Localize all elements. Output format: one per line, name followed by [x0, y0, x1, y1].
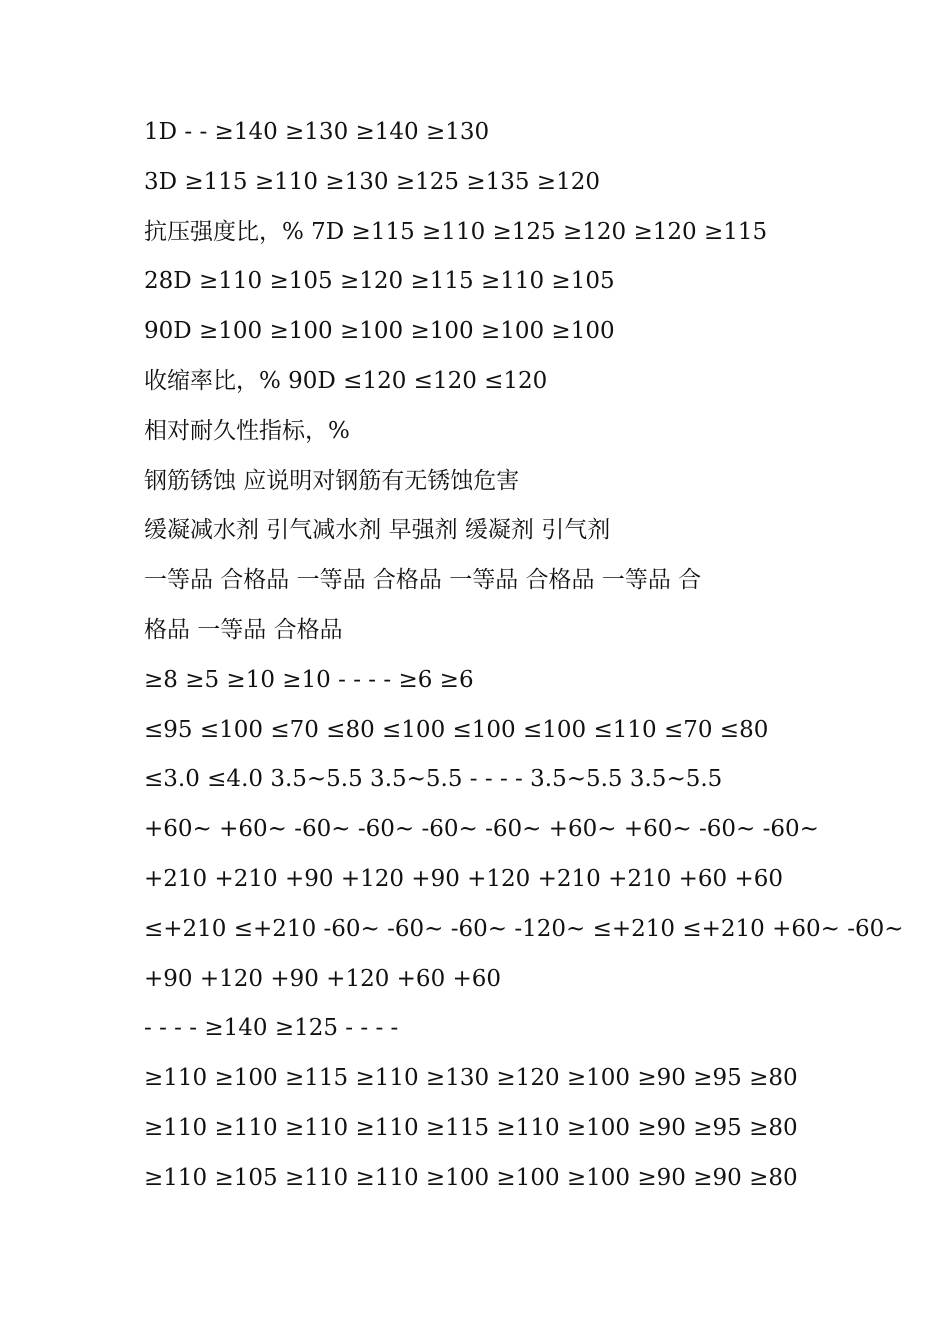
- text-line-14: ≤3.0 ≤4.0 3.5~5.5 3.5~5.5 - - - - 3.5~5.5 3.5~5.5: [144, 766, 723, 793]
- text-line-5: 90D ≥100 ≥100 ≥100 ≥100 ≥100 ≥100: [144, 318, 615, 345]
- text-line-4: 28D ≥110 ≥105 ≥120 ≥115 ≥110 ≥105: [144, 268, 615, 295]
- text-line-13: ≤95 ≤100 ≤70 ≤80 ≤100 ≤100 ≤100 ≤110 ≤70 ≤80: [144, 716, 769, 743]
- text-line-7: 相对耐久性指标，%: [144, 417, 350, 444]
- text-line-2: 3D ≥115 ≥110 ≥130 ≥125 ≥135 ≥120: [144, 168, 600, 195]
- text-line-21: ≥110 ≥110 ≥110 ≥110 ≥115 ≥110 ≥100 ≥90 ≥95 ≥80: [144, 1114, 798, 1141]
- text-line-19: - - - - ≥140 ≥125 - - - -: [144, 1015, 399, 1042]
- text-line-17: ≤+210 ≤+210 -60~ -60~ -60~ -120~ ≤+210 ≤+210 +60~ -60~: [144, 915, 904, 942]
- text-line-18: +90 +120 +90 +120 +60 +60: [144, 965, 502, 992]
- text-line-20: ≥110 ≥100 ≥115 ≥110 ≥130 ≥120 ≥100 ≥90 ≥95 ≥80: [144, 1065, 798, 1092]
- text-line-16: +210 +210 +90 +120 +90 +120 +210 +210 +60 +60: [144, 865, 783, 892]
- text-line-8: 钢筋锈蚀 应说明对钢筋有无锈蚀危害: [144, 467, 520, 494]
- text-line-11: 格品 一等品 合格品: [144, 616, 343, 643]
- text-line-3: 抗压强度比，% 7D ≥115 ≥110 ≥125 ≥120 ≥120 ≥115: [144, 218, 768, 245]
- text-line-6: 收缩率比，% 90D ≤120 ≤120 ≤120: [144, 367, 548, 394]
- document-body: [144, 108, 904, 1204]
- text-line-22: ≥110 ≥105 ≥110 ≥110 ≥100 ≥100 ≥100 ≥90 ≥90 ≥80: [144, 1164, 798, 1191]
- text-line-1: 1D - - ≥140 ≥130 ≥140 ≥130: [144, 119, 490, 145]
- text-line-10: 一等品 合格品 一等品 合格品 一等品 合格品 一等品 合: [144, 567, 702, 594]
- text-line-9: 缓凝减水剂 引气减水剂 早强剂 缓凝剂 引气剂: [144, 517, 611, 544]
- text-line-15: +60~ +60~ -60~ -60~ -60~ -60~ +60~ +60~ -60~ -60~: [144, 816, 819, 843]
- text-line-12: ≥8 ≥5 ≥10 ≥10 - - - - ≥6 ≥6: [144, 666, 474, 693]
